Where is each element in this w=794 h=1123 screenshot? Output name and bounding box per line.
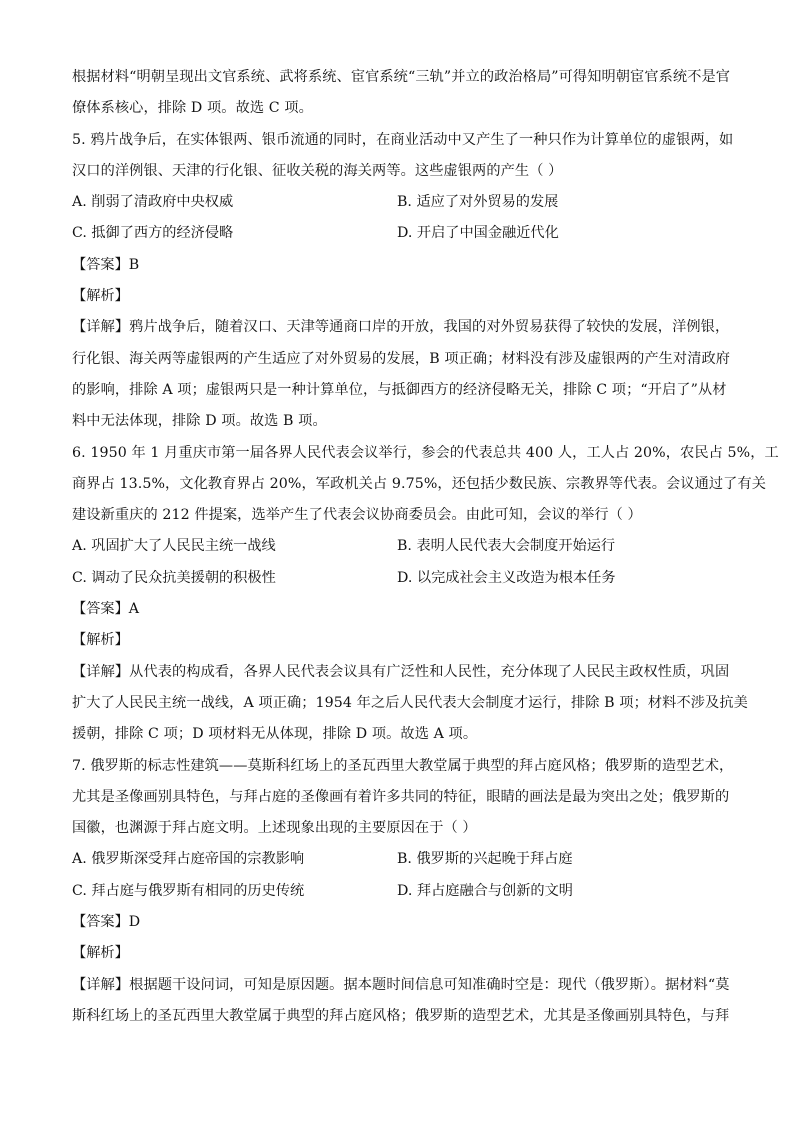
option-row xyxy=(72,844,722,875)
option-a: A. 削弱了清政府中央权威 xyxy=(72,194,234,211)
intro-block xyxy=(72,62,731,125)
detail-line: 【详解】从代表的构成看，各界人民代表会议具有广泛性和人民性，充分体现了人民民主政权性质，巩固 xyxy=(72,663,730,680)
analysis-label: 【解析】 xyxy=(72,945,129,962)
detail-line: 的影响，排除 A 项；虚银两只是一种计算单位，与抵御西方的经济侵略无关，排除 C 项；“开启了”从材 xyxy=(72,381,727,398)
option-c: C. 调动了民众抗美援朝的积极性 xyxy=(72,569,276,586)
option-d: D. 拜占庭融合与创新的文明 xyxy=(397,882,573,899)
question-stem-line: 国徽，也渊源于拜占庭文明。上述现象出现的主要原因在于（ ） xyxy=(72,820,477,837)
question-6 xyxy=(72,438,779,751)
option-row xyxy=(72,187,722,218)
question-stem-line: 汉口的洋例银、天津的行化银、征收关税的海关两等。这些虚银两的产生（ ） xyxy=(72,162,563,179)
detail-line: 【详解】根据题干设问词，可知是原因题。据本题时间信息可知准确时空是：现代（俄罗斯）。据材料“莫 xyxy=(72,976,730,993)
question-stem-line: 尤其是圣像画别具特色，与拜占庭的圣像画有着许多共同的特征，眼睛的画法是最为突出之处；俄罗斯的 xyxy=(72,788,730,805)
option-row xyxy=(72,876,722,907)
option-c: C. 拜占庭与俄罗斯有相同的历史传统 xyxy=(72,882,305,899)
detail-line: 援朝，排除 C 项；D 项材料无从体现，排除 D 项。故选 A 项。 xyxy=(72,726,478,743)
question-7 xyxy=(72,751,734,1033)
document-page xyxy=(72,62,779,1032)
question-stem-line: 5. 鸦片战争后，在实体银两、银币流通的同时，在商业活动中又产生了一种只作为计算单位的虚银两，如 xyxy=(72,131,734,148)
answer-label: 【答案】D xyxy=(72,914,141,931)
question-stem-line: 6. 1950 年 1 月重庆市第一届各界人民代表会议举行，参会的代表总共 400 人，工人占 20%，农民占 5%，工 xyxy=(72,444,779,461)
option-row xyxy=(72,531,722,562)
option-row xyxy=(72,563,722,594)
answer-label: 【答案】B xyxy=(72,256,140,273)
question-stem-line: 7. 俄罗斯的标志性建筑——莫斯科红场上的圣瓦西里大教堂属于典型的拜占庭风格；俄罗斯的造型艺术， xyxy=(72,757,734,774)
detail-line: 扩大了人民民主统一战线，A 项正确；1954 年之后人民代表大会制度才运行，排除 B 项；材料不涉及抗美 xyxy=(72,694,748,711)
intro-line: 根据材料“明朝呈现出文官系统、武将系统、宦官系统“三轨”并立的政治格局”可得知明朝宦官系统不是官 xyxy=(72,69,731,85)
question-stem-line: 建设新重庆的 212 件提案，选举产生了代表会议协商委员会。由此可知，会议的举行（ ） xyxy=(72,507,642,524)
option-d: D. 开启了中国金融近代化 xyxy=(397,225,559,242)
option-c: C. 抵御了西方的经济侵略 xyxy=(72,225,234,242)
option-b: B. 表明人民代表大会制度开始运行 xyxy=(397,538,616,555)
intro-line: 僚体系核心，排除 D 项。故选 C 项。 xyxy=(72,100,313,117)
option-a: A. 巩固扩大了人民民主统一战线 xyxy=(72,538,276,555)
analysis-label: 【解析】 xyxy=(72,632,129,649)
detail-line: 行化银、海关两等虚银两的产生适应了对外贸易的发展，B 项正确；材料没有涉及虚银两的产生对清政府 xyxy=(72,350,731,367)
question-stem-line: 商界占 13.5%，文化教育界占 20%，军政机关占 9.75%，还包括少数民族、宗教界等代表。会议通过了有关 xyxy=(72,475,767,492)
option-b: B. 适应了对外贸易的发展 xyxy=(397,194,559,211)
option-a: A. 俄罗斯深受拜占庭帝国的宗教影响 xyxy=(72,851,305,868)
option-row xyxy=(72,218,722,249)
detail-line: 【详解】鸦片战争后，随着汉口、天津等通商口岸的开放，我国的对外贸易获得了较快的发展，洋例银， xyxy=(72,319,730,336)
option-b: B. 俄罗斯的兴起晚于拜占庭 xyxy=(397,851,573,868)
question-5 xyxy=(72,125,734,438)
detail-line: 料中无法体现，排除 D 项。故选 B 项。 xyxy=(72,413,327,430)
detail-line: 斯科红场上的圣瓦西里大教堂属于典型的拜占庭风格；俄罗斯的造型艺术，尤其是圣像画别具特色，与拜 xyxy=(72,1007,730,1024)
option-d: D. 以完成社会主义改造为根本任务 xyxy=(397,569,616,586)
answer-label: 【答案】A xyxy=(72,601,139,618)
analysis-label: 【解析】 xyxy=(72,288,129,305)
